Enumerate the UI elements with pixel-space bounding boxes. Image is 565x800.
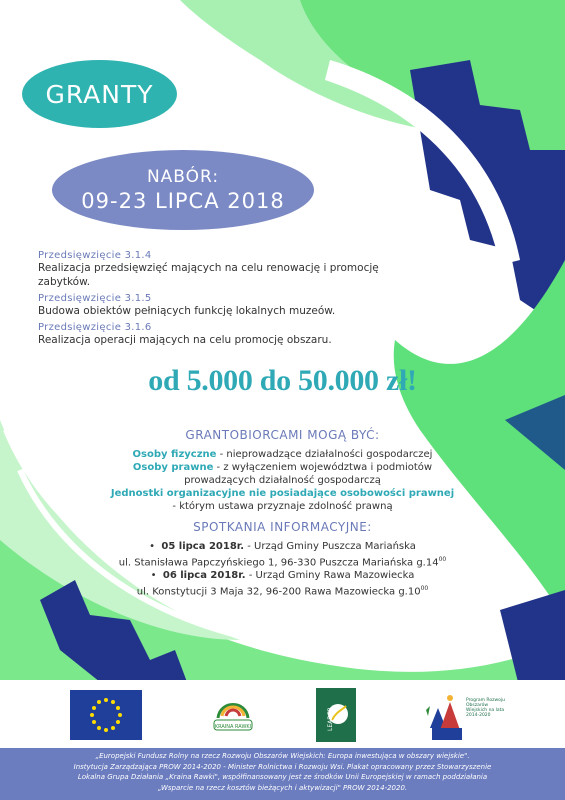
osoby-prawne-label: Osoby prawne <box>132 462 214 473</box>
kraina-rawki-logo <box>210 688 256 744</box>
granty-title: GRANTY <box>45 79 154 109</box>
footer-note <box>0 748 565 800</box>
beneficiary-osoby-prawne <box>0 461 565 474</box>
project-desc: Realizacja operacji mających na celu promocję obszaru. <box>38 334 332 346</box>
meeting-1-time-sup: 00 <box>438 556 447 563</box>
project-desc: Budowa obiektów pełniących funkcję lokalnych muzeów. <box>38 305 336 317</box>
bullet-icon: • <box>149 541 162 552</box>
jednostki-desc: - którym ustawa przyznaje zdolność prawną <box>172 501 393 512</box>
meeting-2-time-sup: 00 <box>420 585 429 593</box>
beneficiary-osoby-fizyczne <box>0 448 565 461</box>
kraina-rawki-text: KRAINA RAWKI <box>214 724 252 730</box>
footer-line-1: „Europejski Fundusz Rolny na rzecz Rozwoju Obszarów Wiejskich: Europa inwestująca w obszary wiejskie". <box>95 752 470 760</box>
osoby-fizyczne-desc: - nieprowadzące działalności gospodarczej <box>216 449 433 460</box>
leader-logo <box>316 688 356 742</box>
beneficiary-jednostki <box>0 487 565 500</box>
footer-line-2: Instytucja Zarządzająca PROW 2014-2020 - Minister Rolnictwa i Rozwoju Wsi. Plakat opracowany przez Stowarzyszenie <box>73 762 492 771</box>
nabor-badge <box>52 150 314 230</box>
meeting-1 <box>0 540 565 553</box>
meetings-heading: SPOTKANIA INFORMACYJNE: <box>193 520 372 534</box>
footer-line-3: Lokalna Grupa Działania „Kraina Rawki", współfinansowany jest ze środków Unii Europejskiej w ramach poddziałania <box>77 773 488 781</box>
osoby-prawne-desc-2: prowadzących działalność gospodarczą <box>184 475 381 486</box>
footer-line-4: „Wsparcie na rzecz kosztów bieżących i aktywizacji" PROW 2014-2020. <box>157 783 408 792</box>
meeting-1-date: 05 lipca 2018r. <box>161 541 245 552</box>
leader-text: LEADER <box>327 707 334 731</box>
project-item <box>38 293 408 318</box>
nabor-dates: 09-23 LIPCA 2018 <box>81 189 285 213</box>
project-title: Przedsięwzięcie 3.1.5 <box>38 293 152 304</box>
eu-flag-logo <box>70 690 142 740</box>
logos-bar <box>0 680 565 748</box>
project-title: Przedsięwzięcie 3.1.4 <box>38 250 152 261</box>
meeting-1-address: ul. Stanisława Papczyńskiego 1, 96-330 Puszcza Mariańska g.14 <box>118 557 439 569</box>
meeting-1-address-line <box>0 553 565 569</box>
beneficiaries-section <box>0 428 565 513</box>
prow-text: Program Rozwoju Obszarów Wiejskich na lata 2014-2020 <box>466 698 505 718</box>
osoby-prawne-desc: - z wyłączeniem województwa i podmiotów <box>213 462 433 473</box>
beneficiaries-heading: GRANTOBIORCAMI MOGĄ BYĆ: <box>185 428 380 442</box>
meeting-2-place: - Urząd Gminy Rawa Mazowiecka <box>245 570 415 582</box>
meeting-2-address: ul. Konstytucji 3 Maja 32, 96-200 Rawa Mazowiecka g.10 <box>136 586 421 598</box>
project-item <box>38 322 408 347</box>
meeting-2-address-line <box>0 582 565 598</box>
meeting-1-place: - Urząd Gminy Puszcza Mariańska <box>244 541 416 552</box>
projects-list <box>38 250 408 351</box>
bullet-icon: • <box>150 570 163 582</box>
osoby-fizyczne-label: Osoby fizyczne <box>132 449 217 460</box>
project-title: Przedsięwzięcie 3.1.6 <box>38 322 152 333</box>
jednostki-label: Jednostki organizacyjne nie posiadające osobowości prawnej <box>110 488 455 499</box>
nabor-label: NABÓR: <box>146 167 220 187</box>
granty-badge <box>22 60 177 128</box>
project-desc: Realizacja przedsięwzięć mających na celu renowację i promocję zabytków. <box>38 262 379 288</box>
meeting-2 <box>0 569 565 582</box>
project-item <box>38 250 408 289</box>
meetings-section <box>0 520 565 599</box>
meeting-2-date: 06 lipca 2018r. <box>162 570 246 582</box>
grant-amount: od 5.000 do 50.000 zł! <box>148 364 417 397</box>
